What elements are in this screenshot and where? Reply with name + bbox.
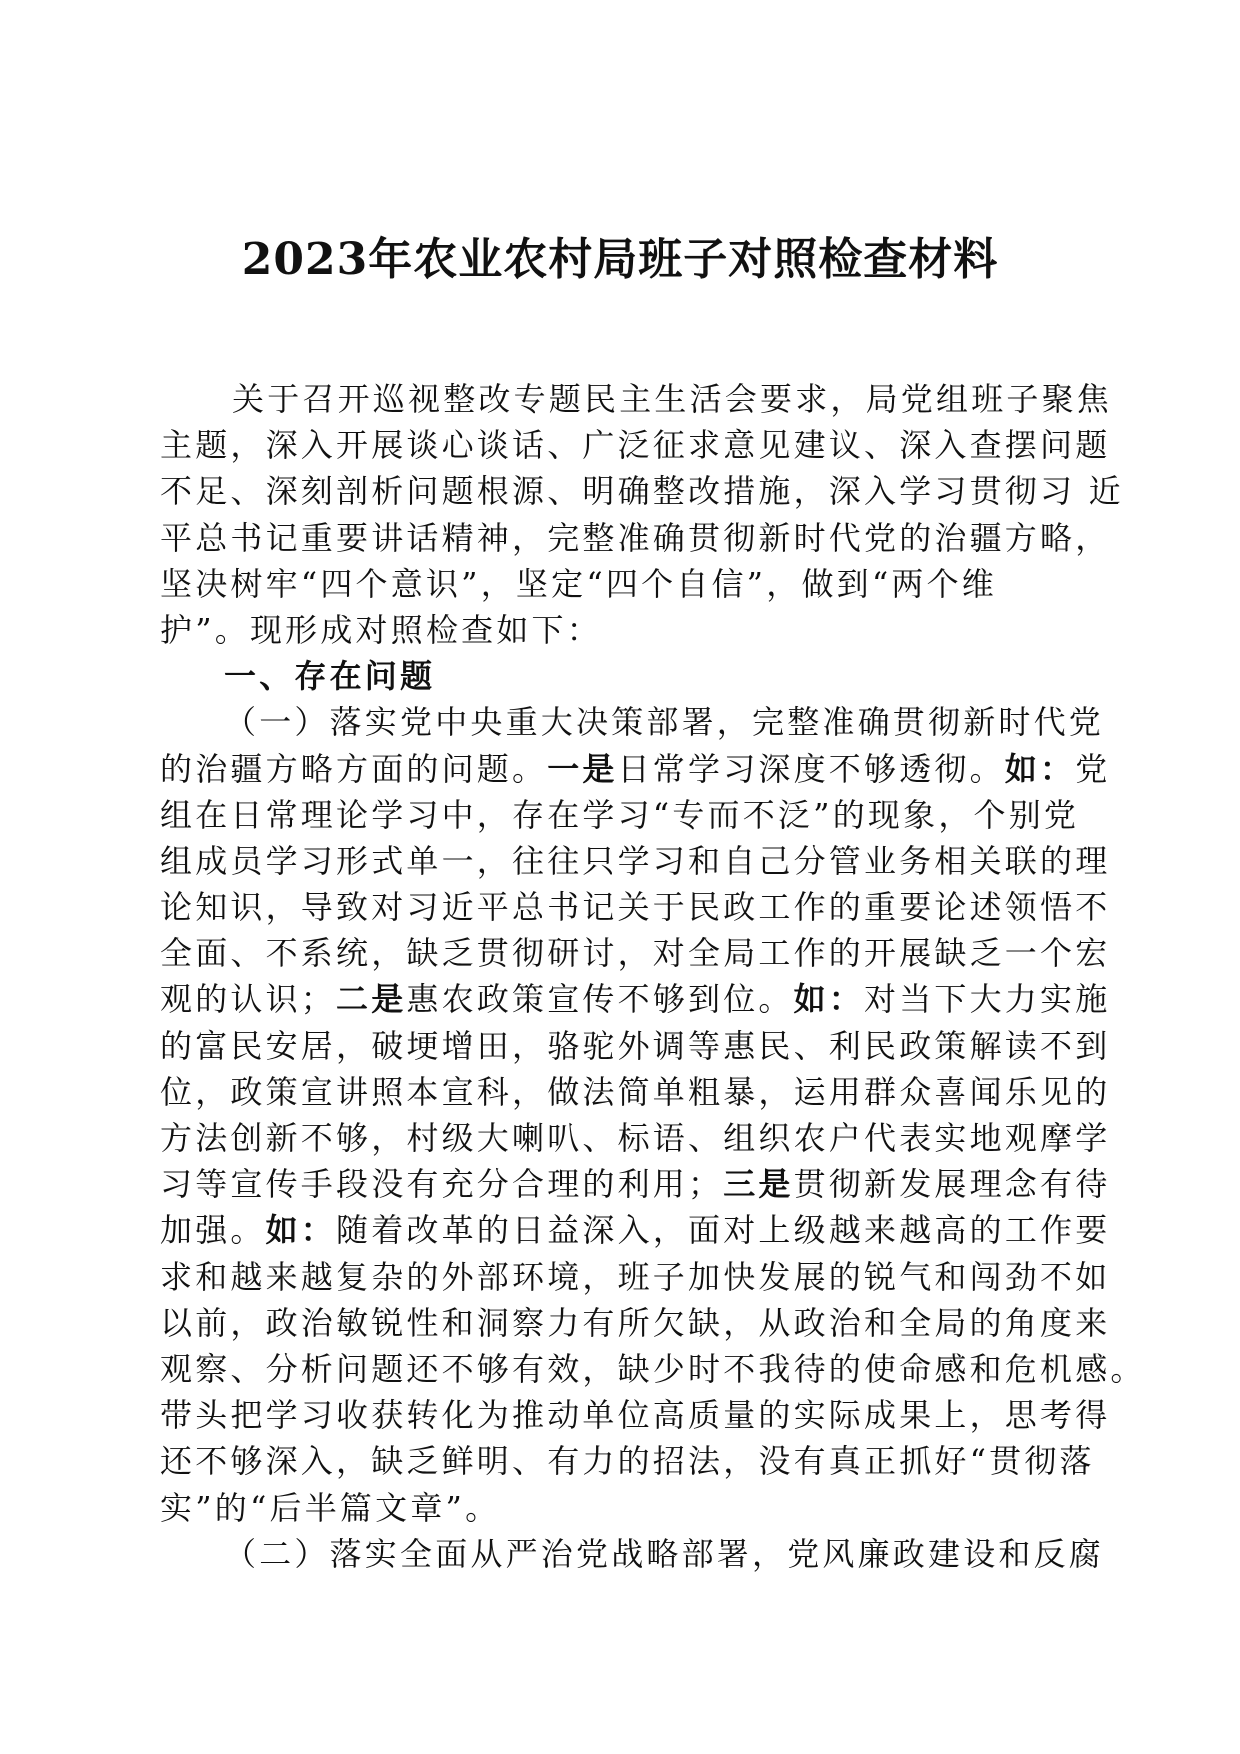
paragraph-line: 全面、不系统，缺乏贯彻研讨，对全局工作的开展缺乏一个宏 [160,934,1111,973]
ordinal-marker: 二是 [336,980,407,1019]
paragraph-line: 坚决树牢“四个意识”，坚定“四个自信”，做到“两个维 [160,564,997,603]
paragraph-line: 平总书记重要讲话精神，完整准确贯彻新时代党的治疆方略， [160,518,1111,557]
line-segment: 习等宣传手段没有充分合理的利用； [160,1165,724,1204]
line-segment: 对当下大力实施 [864,980,1111,1019]
paragraph-line: 主题，深入开展谈心谈话、广泛征求意见建议、深入查摆问题 [160,426,1111,465]
ordinal-marker: 三是 [723,1165,794,1204]
subsection-line: （一）落实党中央重大决策部署，完整准确贯彻新时代党 [224,703,1105,742]
example-marker: 如： [793,980,865,1019]
paragraph-line: 护”。现形成对照检查如下： [160,610,602,649]
paragraph-line: 不足、深刻剖析问题根源、明确整改措施，深入学习贯彻习 近 [160,472,1124,511]
paragraph-line: 以前，政治敏锐性和洞察力有所欠缺，从政治和全局的角度来 [160,1303,1111,1342]
paragraph-line: 位，政策宣讲照本宣科，做法简单粗暴，运用群众喜闻乐见的 [160,1072,1111,1111]
ordinal-marker: 一是 [547,749,618,788]
line-segment: 观的认识； [160,980,337,1019]
line-segment: 党 [1075,749,1111,788]
paragraph-line: 关于召开巡视整改专题民主生活会要求，局党组班子聚焦 [232,380,1113,418]
line-segment: 惠农政策宣传不够到位。 [406,980,794,1019]
document-body [160,376,1146,1577]
paragraph-line: 组在日常理论学习中，存在学习“专而不泛”的现象，个别党 [160,795,1080,834]
paragraph-line [160,1207,1111,1253]
line-segment: 随着改革的日益深入，面对上级越来越高的工作要 [336,1211,1111,1250]
paragraph-line: 求和越来越复杂的外部环境，班子加快发展的锐气和闯劲不如 [160,1257,1111,1296]
document-title: 2023年农业农村局班子对照检查材料 [241,234,999,285]
paragraph-line [160,746,1111,792]
paragraph-line: 组成员学习形式单一，往往只学习和自己分管业务相关联的理 [160,841,1111,880]
paragraph-line: 方法创新不够，村级大喇叭、标语、组织农户代表实地观摩学 [160,1119,1111,1157]
paragraph-line: 论知识，导致对习近平总书记关于民政工作的重要论述领悟不 [160,888,1111,927]
paragraph-line [160,1161,1111,1207]
example-marker: 如： [265,1211,337,1250]
paragraph-line: 带头把学习收获转化为推动单位高质量的实际成果上，思考得 [160,1396,1111,1435]
example-marker: 如： [1004,749,1076,788]
line-segment: 贯彻新发展理念有待 [793,1165,1111,1204]
section-heading: 一、存在问题 [224,657,436,696]
line-segment: 的治疆方略方面的问题。 [160,749,548,788]
paragraph-line: 的富民安居，破埂增田，骆驼外调等惠民、利民政策解读不到 [160,1026,1111,1065]
paragraph-line [160,976,1111,1022]
line-segment: 日常学习深度不够透彻。 [617,749,1005,788]
paragraph-line: 还不够深入，缺乏鲜明、有力的招法，没有真正抓好“贯彻落 [160,1442,1095,1481]
line-segment: 加强。 [160,1211,266,1250]
paragraph-line: 观察、分析问题还不够有效，缺少时不我待的使命感和危机感。 [160,1349,1146,1388]
paragraph-line: 实”的“后半篇文章”。 [160,1488,501,1527]
subsection-line: （二）落实全面从严治党战略部署，党风廉政建设和反腐 [224,1534,1105,1573]
